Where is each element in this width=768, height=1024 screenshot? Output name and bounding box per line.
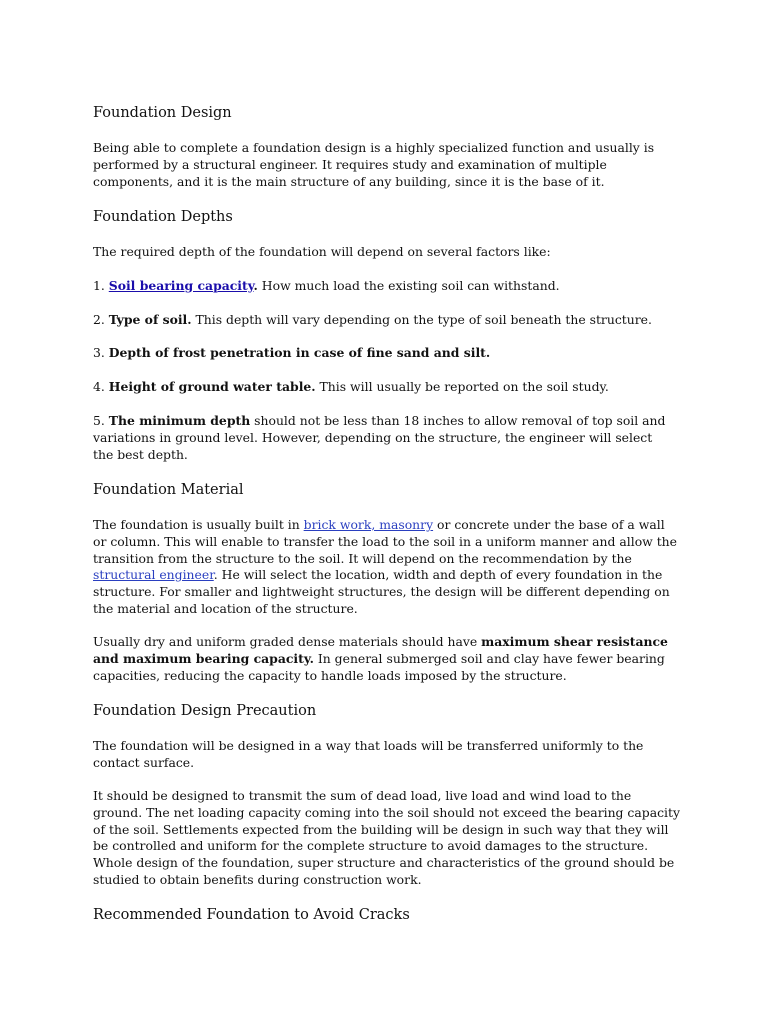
- list-item-number: 2.: [93, 312, 109, 327]
- heading-foundation-material: Foundation Material: [93, 482, 244, 498]
- list-item-3: [93, 345, 683, 362]
- list-item-text: This depth will vary depending on the type of soil beneath the structure.: [191, 312, 652, 327]
- heading-recommended-foundation: Recommended Foundation to Avoid Cracks: [93, 907, 410, 923]
- list-item-1: [93, 278, 683, 295]
- list-item-bold: Type of soil.: [108, 312, 192, 327]
- list-item-text: This will usually be reported on the soil study.: [315, 379, 609, 394]
- link-soil-bearing-capacity[interactable]: Soil bearing capacity: [108, 278, 254, 293]
- list-item-number: 5.: [93, 413, 109, 428]
- text-run: Usually dry and uniform graded dense materials should have: [93, 634, 482, 649]
- text-run: In general submerged soil and clay have fewer bearing capacities, reducing the capacity to handle loads imposed by the structure.: [93, 650, 665, 683]
- paragraph-foundation-design: Being able to complete a foundation design is a highly specialized function and usually is performed by a structural engineer. It requires study and examination of multiple components, and it is the main structure of any building, since it is the base of it.: [93, 140, 655, 189]
- link-structural-engineer[interactable]: structural engineer: [93, 567, 214, 583]
- list-item-2: [93, 312, 683, 329]
- paragraph-precaution-2: It should be designed to transmit the sum of dead load, live load and wind load to the ground. The net loading capacity coming into the soil should not exceed the bearing capacity of the soil. Settlements expected from the building will be design in such way that they will be controlled and uniform for the complete structure to avoid damages to the structure. Whole design of the foundation, super structure and characteristics of the ground should be studied to obtain benefits during construction work.: [93, 788, 680, 887]
- list-item-number: 1.: [93, 278, 109, 293]
- list-item-bold: Depth of frost penetration in case of fine sand and silt.: [108, 345, 491, 360]
- list-item-5: [93, 413, 668, 463]
- paragraph-material-2: [93, 634, 668, 684]
- list-item-4: [93, 379, 683, 396]
- heading-foundation-design-precaution: Foundation Design Precaution: [93, 703, 317, 719]
- paragraph-precaution-1: The foundation will be designed in a way that loads will be transferred uniformly to the contact surface.: [93, 738, 644, 770]
- list-item-bold: Height of ground water table.: [108, 379, 316, 394]
- paragraph-material-1: [93, 517, 681, 618]
- text-run: The foundation is usually built in: [93, 517, 304, 532]
- list-item-number: 4.: [93, 379, 109, 394]
- heading-foundation-design: Foundation Design: [93, 105, 232, 121]
- heading-foundation-depths: Foundation Depths: [93, 209, 233, 225]
- paragraph-depths-intro: The required depth of the foundation will depend on several factors like:: [93, 244, 551, 259]
- text-run: . He will select the location, width and depth of every foundation in the structure. For smaller and lightweight structures, the design will be different depending on the material and location of the structure.: [93, 567, 670, 616]
- list-item-text: should not be less than 18 inches to allow removal of top soil and variations in ground level. However, depending on the structure, the engineer will select the best depth.: [93, 413, 666, 462]
- list-item-text: How much load the existing soil can withstand.: [257, 278, 560, 293]
- bold-text: maximum shear resistance and maximum bearing capacity.: [93, 634, 668, 666]
- list-item-number: 3.: [93, 345, 109, 360]
- list-item-bold: The minimum depth: [108, 413, 251, 428]
- text-run: or concrete under the base of a wall or column. This will enable to transfer the load to the soil in a uniform manner and allow the transition from the structure to the soil. It will depend on the recommendation by the: [93, 517, 677, 566]
- list-item-dot: .: [253, 278, 258, 293]
- link-brick-work-masonry[interactable]: brick work, masonry: [303, 517, 434, 532]
